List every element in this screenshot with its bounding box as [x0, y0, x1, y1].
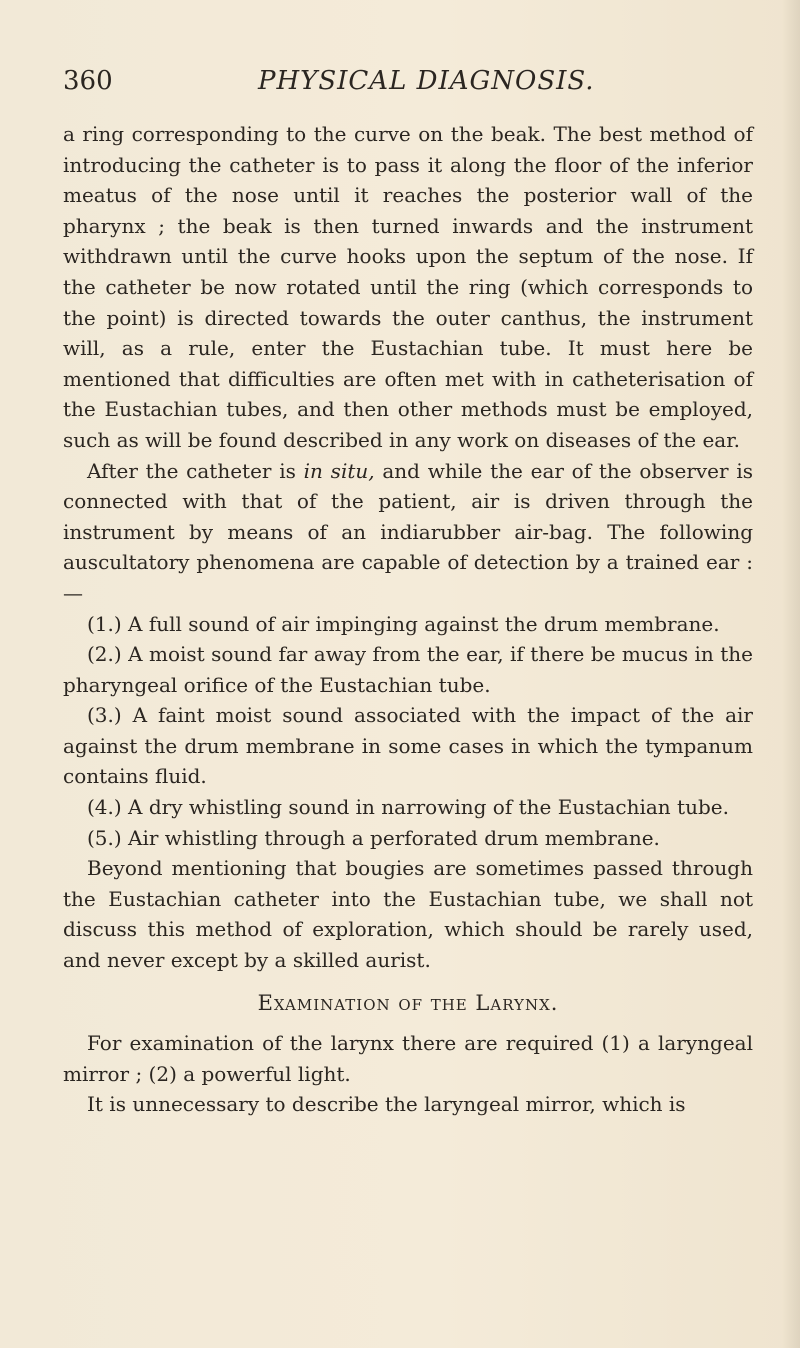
paragraph-catheter-method: a ring corresponding to the curve on the beak. The best method of introducing the catheter is to pass it along the floor of the inferior meatus of the nose until it reaches the posterior wall of the pharynx ; the beak is then turned inwards and the instrument withdrawn until the curve hooks upon the septum of the nose. If the catheter be now rotated until the ring (which corresponds to the point) is directed towards the outer canthus, the instrument will, as a rule, enter the Eustachian tube. It must here be mentioned that difficulties are often met with in catheterisation of the Eustachian tubes, and then other methods must be employed, such as will be found described in any work on diseases of the ear.	[63, 122, 753, 452]
list-item: (2.) A moist sound far away from the ear, if there be mucus in the pharyngeal orifice of the Eustachian tube.	[63, 642, 753, 697]
list-item: (4.) A dry whistling sound in narrowing of the Eustachian tube.	[87, 795, 729, 820]
page-edge-shadow	[782, 0, 800, 1348]
in-situ-italic: in situ,	[303, 458, 375, 483]
paragraph-larynx-requirements: For examination of the larynx there are required (1) a laryngeal mirror ; (2) a powerful light.	[63, 1031, 753, 1086]
list-item: (1.) A full sound of air impinging against the drum membrane.	[87, 611, 720, 636]
page-number: 360	[63, 66, 113, 96]
body-text	[63, 119, 753, 1120]
paragraph-auscultation-end: and while the ear of the observer is connected with that of the patient, air is driven through the instrument by means of an indiarubber air-bag. The following auscultatory phenomena are capable of detection by a trained ear :—	[63, 458, 753, 605]
running-title: PHYSICAL DIAGNOSIS.	[258, 66, 595, 96]
section-heading: Examination of the Larynx.	[257, 990, 559, 1015]
paragraph-auscultation	[63, 456, 753, 609]
paragraph-laryngeal-mirror: It is unnecessary to describe the laryngeal mirror, which is	[87, 1092, 686, 1117]
paragraph-bougies: Beyond mentioning that bougies are sometimes passed through the Eustachian catheter into the Eustachian tube, we shall not discuss this method of exploration, which should be rarely used, and never except by a skilled aurist.	[63, 856, 753, 973]
page-header	[63, 66, 753, 106]
paragraph-auscultation-start: After the catheter is	[87, 458, 304, 483]
list-item: (3.) A faint moist sound associated with the impact of the air against the drum membrane in some cases in which the tympanum contains fluid.	[63, 703, 753, 789]
list-item: (5.) Air whistling through a perforated drum membrane.	[87, 825, 660, 850]
